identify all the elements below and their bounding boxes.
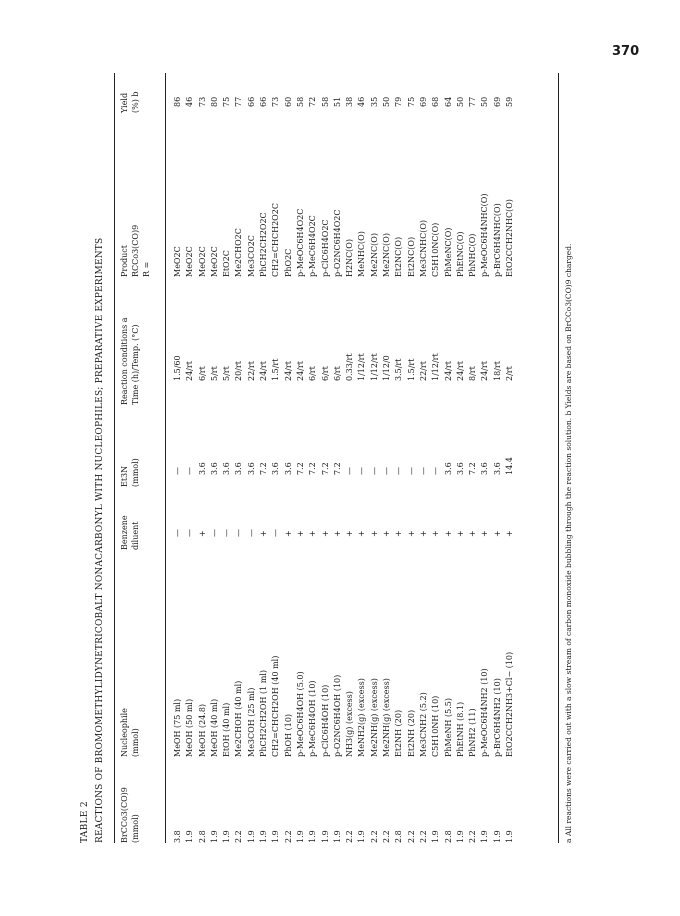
- table-cell: 2.8: [197, 830, 207, 843]
- table-cell: Et2NC(O): [394, 236, 404, 277]
- table-cell: 66: [259, 96, 269, 107]
- table-cell: 7.2: [468, 462, 478, 475]
- table-cell: 1.5/rt: [271, 358, 281, 381]
- table-cell: 1.9: [431, 830, 441, 843]
- table-cell: 7.2: [295, 462, 305, 475]
- table-row: [197, 73, 209, 843]
- table-cell: 7.2: [332, 462, 342, 475]
- table-cell: 77: [468, 96, 478, 107]
- table-cell: 24/rt: [455, 361, 465, 381]
- table-cell: 22/rt: [418, 361, 428, 381]
- table-cell: PhO2C: [283, 248, 293, 277]
- table-cell: MeOH (50 ml): [185, 698, 195, 757]
- table-cell: 66: [246, 96, 256, 107]
- header-conditions: Reaction conditions a Time (h)/Temp. (°C): [120, 317, 140, 405]
- table-row: [246, 73, 258, 843]
- table-row: [443, 73, 455, 843]
- table-cell: 50: [480, 96, 490, 107]
- table-cell: 38: [345, 96, 355, 107]
- table-cell: 2.2: [468, 830, 478, 843]
- table-row: [467, 73, 479, 843]
- table-cell: 5/rt: [209, 366, 219, 381]
- table-cell: +: [406, 530, 416, 537]
- table-cell: p-O2NC6H4OH (10): [332, 674, 342, 757]
- table-row: [381, 73, 393, 843]
- table-cell: —: [369, 467, 379, 475]
- table-cell: PhMeNC(O): [443, 227, 453, 277]
- table-cell: +: [455, 530, 465, 537]
- table-row: [295, 73, 307, 843]
- table-cell: —: [209, 529, 219, 537]
- table-cell: 1.9: [455, 830, 465, 843]
- table-cell: 1.9: [357, 830, 367, 843]
- table-cell: 6/rt: [197, 366, 207, 381]
- table-cell: 2.2: [345, 830, 355, 843]
- table-row: [418, 73, 430, 843]
- table-cell: +: [332, 530, 342, 537]
- table-cell: 1.9: [480, 830, 490, 843]
- table-cell: 6/rt: [308, 366, 318, 381]
- table-cell: MeOH (40 ml): [209, 698, 219, 757]
- table-cell: —: [185, 529, 195, 537]
- header-nucleophile: Nucleophile (mmol): [120, 708, 140, 757]
- table-cell: 2.2: [283, 830, 293, 843]
- table-cell: +: [443, 530, 453, 537]
- table-cell: 2.8: [443, 830, 453, 843]
- table-cell: 3.6: [222, 462, 232, 475]
- table-cell: 50: [455, 96, 465, 107]
- table-cell: 1.9: [246, 830, 256, 843]
- table-cell: 75: [222, 96, 232, 107]
- table-row: [258, 73, 270, 843]
- table-cell: 1.9: [492, 830, 502, 843]
- table-cell: 18/rt: [492, 361, 502, 381]
- table-cell: —: [394, 467, 404, 475]
- table-cell: 6/rt: [332, 366, 342, 381]
- table-cell: 50: [382, 96, 392, 107]
- table-row: [184, 73, 196, 843]
- table-cell: 2.2: [418, 830, 428, 843]
- table-cell: Me3CNHC(O): [418, 219, 428, 277]
- table-cell: 3.6: [246, 462, 256, 475]
- table-cell: MeO2C: [173, 246, 182, 277]
- table-cell: 1.5/60: [173, 355, 182, 381]
- table-cell: 1.9: [185, 830, 195, 843]
- table-cell: 24/rt: [443, 361, 453, 381]
- table-cell: 0.33/rt: [345, 353, 355, 381]
- table-cell: MeO2C: [185, 246, 195, 277]
- table-cell: 58: [320, 96, 330, 107]
- table-cell: Me3CO2C: [246, 235, 256, 277]
- table-cell: H2NC(O): [345, 239, 355, 277]
- table-cell: 2/rt: [505, 366, 515, 381]
- table-cell: 35: [369, 96, 379, 107]
- table-cell: 24/rt: [185, 361, 195, 381]
- table-cell: p-BrC6H4NHC(O): [492, 203, 502, 277]
- header-benzene: Benzene diluent: [120, 515, 140, 550]
- table-cell: PhCH2CH2O2C: [259, 212, 269, 277]
- table-cell: +: [295, 530, 305, 537]
- table-cell: EtO2CCH2NH3+Cl− (10): [505, 651, 515, 757]
- table-cell: MeO2C: [197, 246, 207, 277]
- table-cell: Et2NH (20): [406, 709, 416, 757]
- rotated-table: [80, 73, 600, 843]
- table-cell: 1.9: [209, 830, 219, 843]
- table-cell: Et2NC(O): [406, 236, 416, 277]
- table-row: [479, 73, 491, 843]
- table-row: [221, 73, 233, 843]
- table-cell: 2.2: [406, 830, 416, 843]
- table-cell: +: [259, 530, 269, 537]
- table-cell: +: [320, 530, 330, 537]
- table-body: [172, 73, 516, 843]
- table-cell: +: [308, 530, 318, 537]
- table-title: REACTIONS OF BROMOMETHYLIDYNETRICOBALT NONACARBONYL WITH NUCLEOPHILES; PREPARATIVE EXPERIMENTS: [95, 237, 105, 843]
- table-row: [455, 73, 467, 843]
- table-row: [344, 73, 356, 843]
- table-cell: MeO2C: [209, 246, 219, 277]
- table-cell: Me2CHOH (40 ml): [234, 680, 244, 757]
- table-cell: PhNH2 (11): [468, 708, 478, 757]
- table-cell: 1.9: [271, 830, 281, 843]
- table-cell: p-BrC6H4NH2 (10): [492, 678, 502, 757]
- table-cell: 2.8: [394, 830, 404, 843]
- table-cell: 5/rt: [222, 366, 232, 381]
- table-cell: +: [369, 530, 379, 537]
- table-cell: —: [173, 467, 182, 475]
- table-cell: 46: [357, 96, 367, 107]
- table-row: [430, 73, 442, 843]
- table-cell: p-MeC6H4OH (10): [308, 680, 318, 757]
- table-cell: 20/rt: [234, 361, 244, 381]
- table-cell: 3.5/rt: [394, 358, 404, 381]
- table-cell: 73: [197, 96, 207, 107]
- table-cell: +: [431, 530, 441, 537]
- table-cell: +: [197, 530, 207, 537]
- table-cell: NH3(g) (excess): [345, 691, 355, 757]
- table-cell: p-MeOC6H4OH (5.0): [295, 671, 305, 757]
- table-cell: C5H10NC(O): [431, 222, 441, 277]
- table-cell: +: [468, 530, 478, 537]
- table-cell: 24/rt: [283, 361, 293, 381]
- table-row: [356, 73, 368, 843]
- table-bottom-rule: [558, 73, 559, 843]
- table-cell: 3.6: [271, 462, 281, 475]
- table-cell: p-MeC6H4O2C: [308, 215, 318, 277]
- table-cell: EtO2C: [222, 250, 232, 277]
- table-row: [172, 73, 184, 843]
- table-cell: 3.6: [283, 462, 293, 475]
- table-cell: 1.9: [308, 830, 318, 843]
- table-cell: 3.6: [234, 462, 244, 475]
- table-cell: MeNH2(g) (excess): [357, 678, 367, 757]
- table-cell: 58: [295, 96, 305, 107]
- table-cell: —: [234, 529, 244, 537]
- table-cell: PhEtNH (8.1): [455, 701, 465, 757]
- table-cell: 7.2: [259, 462, 269, 475]
- table-cell: +: [394, 530, 404, 537]
- table-cell: +: [492, 530, 502, 537]
- table-cell: EtO2CCH2NHC(O): [505, 199, 515, 277]
- table-cell: 3.6: [480, 462, 490, 475]
- page-number: 370: [612, 44, 640, 59]
- table-cell: p-O2NC6H4O2C: [332, 209, 342, 277]
- table-cell: 2.2: [369, 830, 379, 843]
- table-cell: 3.6: [492, 462, 502, 475]
- table-cell: PhMeNH (5.5): [443, 698, 453, 757]
- table-cell: 69: [492, 96, 502, 107]
- table-cell: 64: [443, 96, 453, 107]
- table-row: [369, 73, 381, 843]
- table-row: [393, 73, 405, 843]
- table-cell: C5H10NH (10): [431, 695, 441, 757]
- table-cell: 79: [394, 96, 404, 107]
- table-cell: 1/12/rt: [357, 353, 367, 381]
- table-cell: Me2CHO2C: [234, 228, 244, 277]
- table-cell: 6/rt: [320, 366, 330, 381]
- table-cell: Me2NH(g) (excess): [369, 678, 379, 757]
- table-cell: 3.6: [455, 462, 465, 475]
- table-cell: 1.9: [259, 830, 269, 843]
- table-number: TABLE 2: [80, 801, 90, 843]
- table-cell: —: [406, 467, 416, 475]
- table-cell: 7.2: [308, 462, 318, 475]
- table-cell: 7.2: [320, 462, 330, 475]
- header-product: Product RCCo3(CO)9 R =: [120, 224, 151, 277]
- table-cell: +: [505, 530, 515, 537]
- table-cell: p-MeOC6H4NH2 (10): [480, 668, 490, 757]
- table-row: [209, 73, 221, 843]
- table-cell: p-MeOC6H4NHC(O): [480, 193, 490, 277]
- table-row: [270, 73, 282, 843]
- table-cell: 69: [418, 96, 428, 107]
- table-cell: —: [345, 467, 355, 475]
- table-cell: MeNHC(O): [357, 231, 367, 277]
- table-cell: 1/12/rt: [369, 353, 379, 381]
- header-substrate: BrCCo3(CO)9 (mmol): [120, 787, 140, 843]
- table-cell: 22/rt: [246, 361, 256, 381]
- table-cell: —: [431, 467, 441, 475]
- table-cell: p-MeOC6H4O2C: [295, 208, 305, 277]
- table-row: [504, 73, 516, 843]
- table-row: [233, 73, 245, 843]
- table-cell: —: [246, 529, 256, 537]
- header-rule: [165, 73, 166, 843]
- table-cell: p-ClC6H4O2C: [320, 219, 330, 277]
- table-cell: 3.6: [197, 462, 207, 475]
- table-cell: 77: [234, 96, 244, 107]
- table-cell: 2.2: [234, 830, 244, 843]
- table-cell: PhCH2CH2OH (1 ml): [259, 669, 269, 757]
- table-cell: 14.4: [505, 457, 515, 475]
- table-cell: +: [283, 530, 293, 537]
- table-cell: Me3CNH2 (5.2): [418, 692, 428, 757]
- table-cell: 75: [406, 96, 416, 107]
- table-cell: 8/rt: [468, 366, 478, 381]
- table-cell: 24/rt: [295, 361, 305, 381]
- table-row: [492, 73, 504, 843]
- table-cell: —: [271, 529, 281, 537]
- table-cell: 1.5/rt: [406, 358, 416, 381]
- table-cell: MeOH (75 ml): [173, 698, 182, 757]
- table-cell: 2.2: [382, 830, 392, 843]
- table-cell: 1.9: [505, 830, 515, 843]
- table-cell: 1/12/rt: [431, 353, 441, 381]
- table-cell: Me2NC(O): [369, 233, 379, 277]
- table-cell: 51: [332, 96, 342, 107]
- table-cell: —: [357, 467, 367, 475]
- table-cell: +: [480, 530, 490, 537]
- table-cell: 3.8: [173, 830, 182, 843]
- table-cell: Me3COH (25 ml): [246, 687, 256, 757]
- header-yield: Yield (%) b: [120, 91, 140, 113]
- table-cell: 3.6: [209, 462, 219, 475]
- table-cell: 60: [283, 96, 293, 107]
- table-cell: +: [418, 530, 428, 537]
- table-cell: 24/rt: [480, 361, 490, 381]
- table-cell: 80: [209, 96, 219, 107]
- table-cell: CH2=CHCH2OH (40 ml): [271, 655, 281, 757]
- table-row: [320, 73, 332, 843]
- table-cell: 1.9: [332, 830, 342, 843]
- table-cell: Et2NH (20): [394, 709, 404, 757]
- table-cell: PhEtNC(O): [455, 231, 465, 277]
- table-cell: 59: [505, 96, 515, 107]
- table-cell: p-ClC6H4OH (10): [320, 684, 330, 757]
- table-row: [307, 73, 319, 843]
- table-top-rule: [114, 73, 115, 843]
- table-cell: +: [382, 530, 392, 537]
- table-cell: 46: [185, 96, 195, 107]
- table-cell: +: [345, 530, 355, 537]
- table-cell: —: [418, 467, 428, 475]
- table-row: [332, 73, 344, 843]
- table-cell: 1.9: [320, 830, 330, 843]
- table-cell: PhNHC(O): [468, 233, 478, 277]
- table-cell: —: [382, 467, 392, 475]
- table-cell: —: [185, 467, 195, 475]
- table-cell: 1.9: [295, 830, 305, 843]
- table-cell: EtOH (40 ml): [222, 702, 232, 757]
- header-et3n: Et3N (mmol): [120, 458, 140, 487]
- table-cell: —: [173, 529, 182, 537]
- table-footnote: a All reactions were carried out with a slow stream of carbon monoxide bubbling through the reaction solution. b Yields are based on BrCCo3(CO)9 charged.: [564, 243, 573, 843]
- table-row: [406, 73, 418, 843]
- table-cell: CH2=CHCH2O2C: [271, 203, 281, 277]
- table-cell: 1/12/0: [382, 355, 392, 381]
- table-row: [283, 73, 295, 843]
- table-cell: 68: [431, 96, 441, 107]
- table-cell: PhOH (10): [283, 713, 293, 757]
- table-cell: 72: [308, 96, 318, 107]
- table-cell: 73: [271, 96, 281, 107]
- table-cell: 1.9: [222, 830, 232, 843]
- table-cell: —: [222, 529, 232, 537]
- table-cell: +: [357, 530, 367, 537]
- table-cell: MeOH (24.8): [197, 703, 207, 757]
- table-cell: 86: [173, 96, 182, 107]
- table-cell: Me2NC(O): [382, 233, 392, 277]
- table-cell: 3.6: [443, 462, 453, 475]
- table-cell: 24/rt: [259, 361, 269, 381]
- table-cell: Me2NH(g) (excess): [382, 678, 392, 757]
